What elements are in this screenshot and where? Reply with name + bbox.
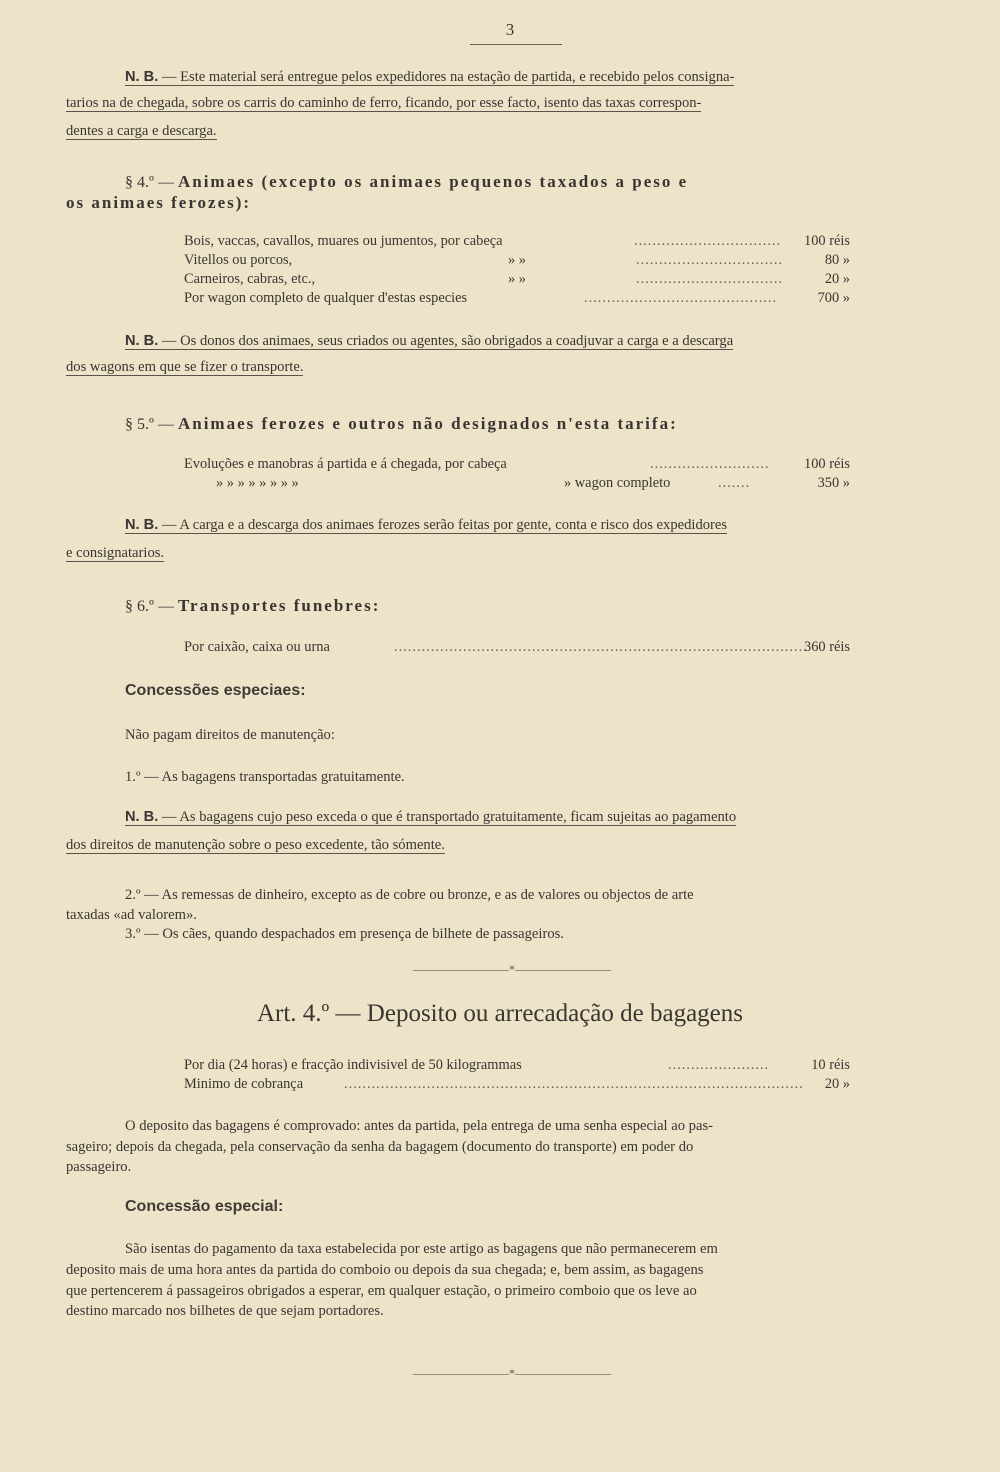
rate-row: Por wagon completo de qualquer d'estas especies .......................................... 700 » bbox=[184, 290, 850, 306]
concessao-especial-heading: Concessão especial: bbox=[125, 1198, 284, 1215]
page-number-rule bbox=[470, 44, 562, 45]
sec5-heading: § 5.º — Animaes ferozes e outros não designados n'esta tarifa: bbox=[125, 414, 678, 433]
concessoes-item2-line1: 2.º — As remessas de dinheiro, excepto as de cobre ou bronze, e as de valores ou objectos de arte bbox=[125, 887, 694, 903]
rate-row: Vitellos ou porcos, » » ................................ 80 » bbox=[184, 252, 850, 268]
rate-row: Bois, vaccas, cavallos, muares ou jumentos, por cabeça ................................ 100 réis bbox=[184, 233, 850, 249]
rate-row: Carneiros, cabras, etc., » » ................................ 20 » bbox=[184, 271, 850, 287]
final-para-line2: deposito mais de uma hora antes da partida do comboio ou depois da sua chegada; e, bem assim, as bagagens bbox=[66, 1262, 704, 1278]
nb2-line2: dos wagons em que se fizer o transporte. bbox=[66, 359, 304, 375]
nb3-line2: e consignatarios. bbox=[66, 545, 165, 561]
sec6-heading: § 6.º — Transportes funebres: bbox=[125, 596, 381, 615]
rate-row: Por caixão, caixa ou urna .......................................................................................... 360 réis bbox=[184, 639, 850, 655]
concessoes-intro: Não pagam direitos de manutenção: bbox=[125, 727, 335, 743]
rate-row: Minimo de cobrança .................................................................................................... 20 » bbox=[184, 1076, 850, 1092]
rate-row: Por dia (24 horas) e fracção indivisivel de 50 kilogrammas ...................... 10 réis bbox=[184, 1057, 850, 1073]
article-title: Art. 4.º — Deposito ou arrecadação de bagagens bbox=[256, 1000, 744, 1027]
nb1-line3: dentes a carga e descarga. bbox=[66, 123, 217, 139]
nb1-line1: N. B. — Este material será entregue pelos expedidores na estação de partida, e recebido pelos consigna- bbox=[125, 69, 735, 85]
art4-para-line3: passageiro. bbox=[66, 1159, 132, 1175]
final-para-line3: que pertencerem á passageiros obrigados a esperar, em qualquer estação, o primeiro comboio que os leve ao bbox=[66, 1283, 697, 1299]
bottom-divider: ————————*———————— bbox=[413, 1366, 611, 1380]
concessoes-nb-line2: dos direitos de manutenção sobre o peso excedente, tão sómente. bbox=[66, 837, 445, 853]
concessoes-item1: 1.º — As bagagens transportadas gratuitamente. bbox=[125, 769, 405, 785]
final-para-line1: São isentas do pagamento da taxa estabelecida por este artigo as bagagens que não permanecerem em bbox=[125, 1241, 718, 1257]
rate-row: Evoluções e manobras á partida e á chegada, por cabeça .......................... 100 réis bbox=[184, 456, 850, 472]
section-divider: ————————*———————— bbox=[413, 962, 611, 976]
nb1-line2: tarios na de chegada, sobre os carris do caminho de ferro, ficando, por esse facto, isento das taxas correspon- bbox=[66, 95, 702, 111]
nb1-prefix: N. B. bbox=[125, 69, 159, 85]
page-number: 3 bbox=[505, 20, 515, 39]
nb2-line1: N. B. — Os donos dos animaes, seus criados ou agentes, são obrigados a coadjuvar a carga e a descarga bbox=[125, 333, 734, 349]
art4-para-line1: O deposito das bagagens é comprovado: antes da partida, pela entrega de uma senha especial ao pas- bbox=[125, 1118, 713, 1134]
concessoes-nb-line1: N. B. — As bagagens cujo peso exceda o que é transportado gratuitamente, ficam sujeitas ao pagamento bbox=[125, 809, 737, 825]
final-para-line4: destino marcado nos bilhetes de que sejam portadores. bbox=[66, 1303, 384, 1319]
sec4-heading-line2: os animaes ferozes): bbox=[66, 193, 252, 212]
art4-para-line2: sageiro; depois da chegada, pela conservação da senha da bagagem (documento do transporte) em poder do bbox=[66, 1139, 694, 1155]
concessoes-item3: 3.º — Os cães, quando despachados em presença de bilhete de passageiros. bbox=[125, 926, 564, 942]
rate-row: » » » » » » » » » wagon completo ....... 350 » bbox=[216, 475, 850, 491]
sec4-heading: § 4.º — Animaes (excepto os animaes pequenos taxados a peso e bbox=[125, 172, 689, 191]
concessoes-item2-line2: taxadas «ad valorem». bbox=[66, 907, 197, 923]
concessoes-heading: Concessões especiaes: bbox=[125, 682, 306, 699]
nb3-line1: N. B. — A carga e a descarga dos animaes ferozes serão feitas por gente, conta e risco dos expedidores bbox=[125, 517, 728, 533]
